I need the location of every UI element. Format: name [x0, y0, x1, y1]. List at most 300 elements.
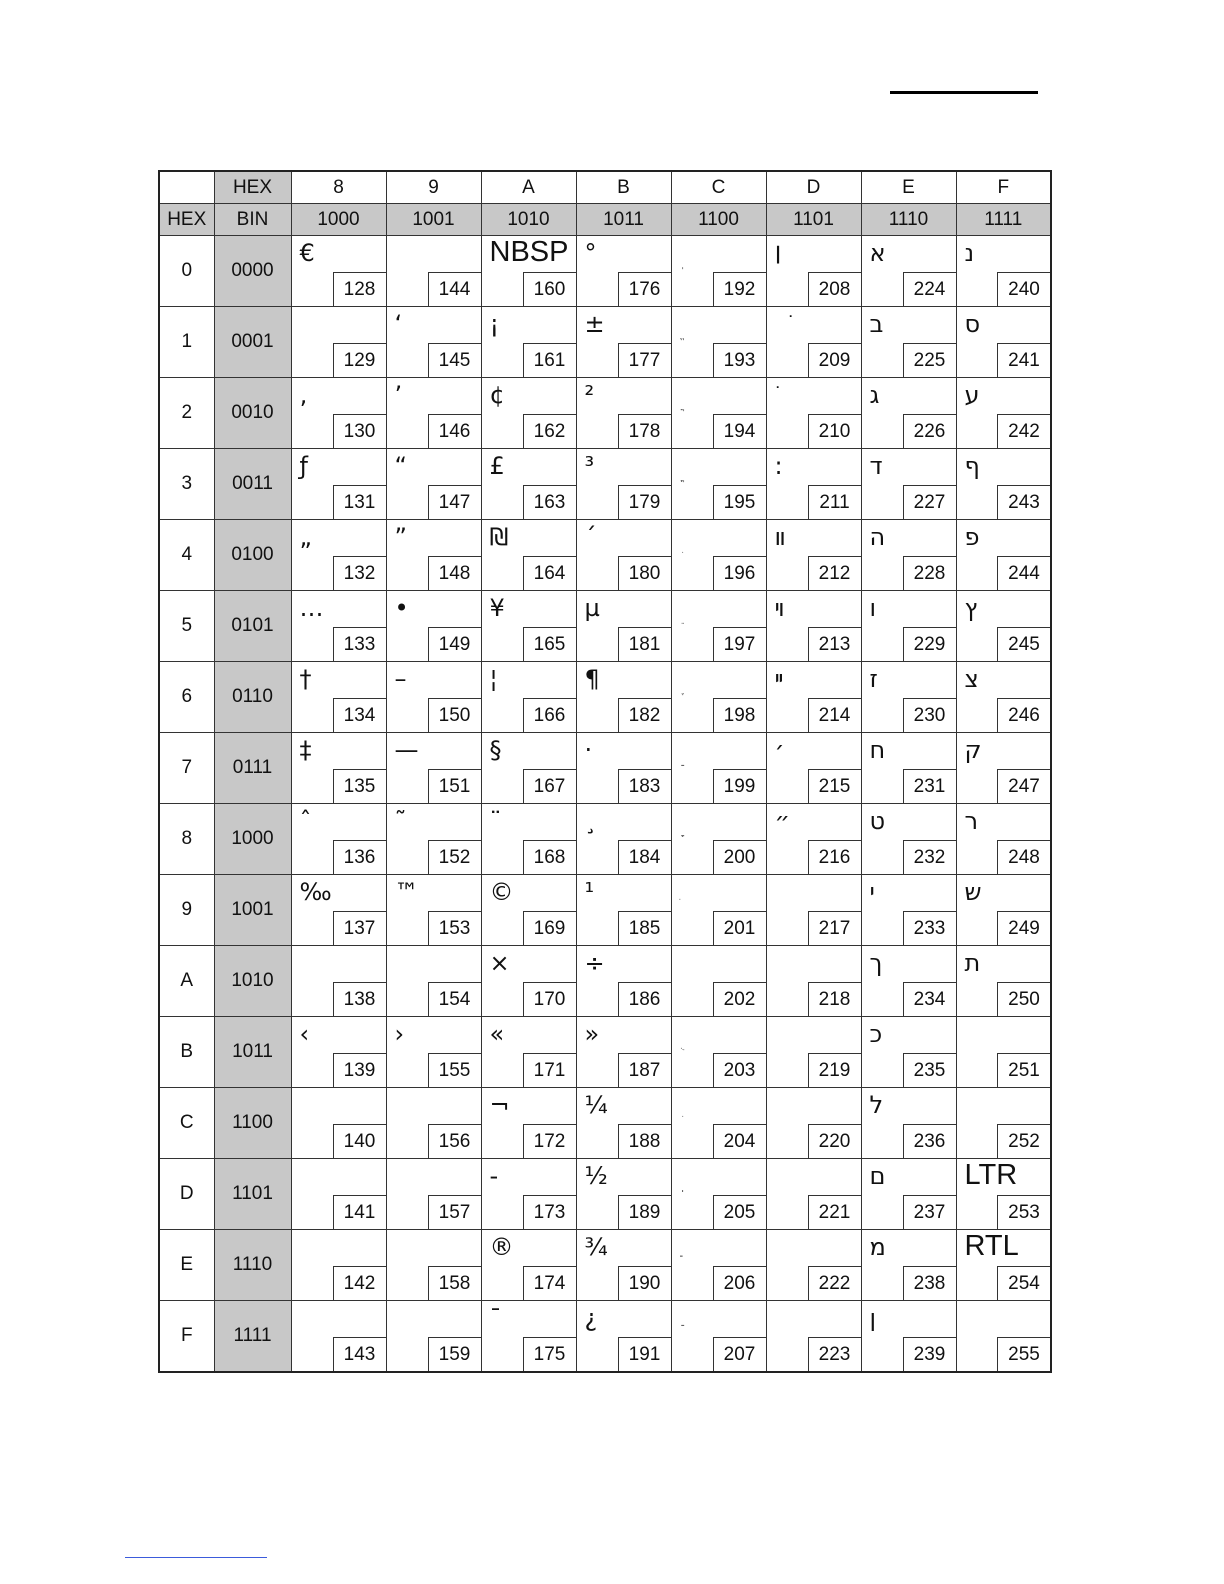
row-hex-label: B [159, 1017, 214, 1088]
table-row [159, 875, 1051, 946]
char-code-number: 133 [333, 627, 386, 661]
char-cell [291, 307, 386, 378]
char-cell [861, 236, 956, 307]
char-code-number: 140 [333, 1124, 386, 1158]
char-code-number: 209 [808, 343, 861, 377]
char-code-number: 251 [997, 1053, 1050, 1087]
char-code-number: 220 [808, 1124, 861, 1158]
char-code-number: 211 [808, 485, 861, 519]
row-bin-label: 0110 [214, 662, 291, 733]
char-cell [386, 1159, 481, 1230]
char-cell [861, 1088, 956, 1159]
char-cell [861, 307, 956, 378]
char-cell [576, 1017, 671, 1088]
char-cell [861, 378, 956, 449]
char-cell [671, 804, 766, 875]
char-glyph: ƒ [299, 452, 308, 480]
char-code-number: 170 [523, 982, 576, 1016]
char-code-number: 152 [428, 840, 481, 874]
char-code-number: 191 [618, 1337, 671, 1371]
char-glyph: ¡ [489, 310, 500, 338]
row-bin-label: 0010 [214, 378, 291, 449]
char-code-number: 134 [333, 698, 386, 732]
code-page-table [158, 170, 1052, 1373]
char-code-number: 208 [808, 272, 861, 306]
row-hex-axis-label: HEX [159, 204, 214, 236]
row-bin-label: 1110 [214, 1230, 291, 1301]
char-code-number: 216 [808, 840, 861, 874]
char-cell [861, 1230, 956, 1301]
char-glyph: › [394, 1020, 405, 1048]
char-code-number: 193 [713, 343, 766, 377]
char-code-number: 224 [903, 272, 956, 306]
char-code-number: 180 [618, 556, 671, 590]
char-glyph: µ [584, 594, 600, 622]
char-glyph: ™ [394, 878, 419, 906]
char-cell [766, 520, 861, 591]
char-glyph: ז [869, 665, 878, 693]
char-code-number: 156 [428, 1124, 481, 1158]
char-code-number: 219 [808, 1053, 861, 1087]
row-bin-label: 0100 [214, 520, 291, 591]
column-bin-label: 1011 [576, 204, 671, 236]
table-row [159, 662, 1051, 733]
char-glyph: ˜ [394, 807, 407, 835]
char-code-number: 174 [523, 1266, 576, 1300]
char-cell [291, 520, 386, 591]
char-cell [386, 1230, 481, 1301]
char-glyph: צ [964, 665, 979, 693]
char-glyph: ס [964, 310, 981, 338]
char-glyph: ם [869, 1162, 886, 1190]
char-code-number: 132 [333, 556, 386, 590]
char-code-number: 146 [428, 414, 481, 448]
char-cell [576, 875, 671, 946]
char-code-number: 234 [903, 982, 956, 1016]
char-cell [956, 1230, 1051, 1301]
row-bin-label: 1010 [214, 946, 291, 1017]
char-cell [956, 307, 1051, 378]
table-row [159, 236, 1051, 307]
char-code-number: 184 [618, 840, 671, 874]
char-cell [766, 378, 861, 449]
char-cell [481, 733, 576, 804]
char-cell [576, 733, 671, 804]
char-code-number: 194 [713, 414, 766, 448]
char-code-number: 255 [997, 1337, 1050, 1371]
char-glyph: ׳ [774, 736, 785, 764]
row-bin-label: 0000 [214, 236, 291, 307]
char-cell [766, 1230, 861, 1301]
char-code-number: 185 [618, 911, 671, 945]
char-glyph: € [299, 239, 315, 267]
char-cell [386, 236, 481, 307]
char-code-number: 203 [713, 1053, 766, 1087]
char-code-number: 242 [997, 414, 1050, 448]
char-code-number: 165 [523, 627, 576, 661]
char-glyph: כ [869, 1020, 883, 1048]
header-rule [890, 91, 1038, 94]
char-cell [576, 1301, 671, 1373]
table-row [159, 378, 1051, 449]
char-cell [671, 520, 766, 591]
char-cell [671, 946, 766, 1017]
row-bin-label: 1001 [214, 875, 291, 946]
char-cell [956, 662, 1051, 733]
bin-axis-label: BIN [214, 204, 291, 236]
row-bin-label: 0111 [214, 733, 291, 804]
char-code-number: 243 [997, 485, 1050, 519]
row-bin-label: 1100 [214, 1088, 291, 1159]
char-code-number: 201 [713, 911, 766, 945]
char-glyph: ¦ [489, 665, 498, 693]
char-glyph: : [774, 452, 783, 480]
char-code-number: 207 [713, 1337, 766, 1371]
char-code-number: 226 [903, 414, 956, 448]
char-cell [576, 236, 671, 307]
char-cell [956, 378, 1051, 449]
char-code-number: 178 [618, 414, 671, 448]
char-cell [861, 1159, 956, 1230]
char-glyph: ש [964, 878, 982, 906]
char-glyph: ¾ [584, 1233, 608, 1261]
row-hex-label: F [159, 1301, 214, 1373]
corner-cell [159, 171, 214, 204]
row-hex-label: 0 [159, 236, 214, 307]
char-glyph: ע [964, 381, 980, 409]
char-code-number: 214 [808, 698, 861, 732]
char-code-number: 253 [997, 1195, 1050, 1229]
char-glyph: ״ [774, 807, 790, 835]
char-code-number: 210 [808, 414, 861, 448]
char-cell [386, 804, 481, 875]
char-cell [481, 1017, 576, 1088]
char-cell [861, 591, 956, 662]
char-cell [766, 875, 861, 946]
char-glyph: ¥ [489, 594, 505, 622]
char-cell [766, 1301, 861, 1373]
char-code-number: 168 [523, 840, 576, 874]
char-cell [956, 236, 1051, 307]
char-cell [576, 1088, 671, 1159]
char-cell [386, 1017, 481, 1088]
char-glyph: א [869, 239, 886, 267]
char-code-number: 196 [713, 556, 766, 590]
char-cell [671, 875, 766, 946]
char-glyph: ± [584, 310, 605, 338]
char-cell [576, 591, 671, 662]
char-code-number: 131 [333, 485, 386, 519]
char-cell [861, 733, 956, 804]
table-row [159, 307, 1051, 378]
char-cell [576, 307, 671, 378]
char-code-number: 215 [808, 769, 861, 803]
char-cell [671, 733, 766, 804]
char-cell [671, 1088, 766, 1159]
row-bin-label: 1101 [214, 1159, 291, 1230]
char-code-number: 142 [333, 1266, 386, 1300]
char-cell [766, 1159, 861, 1230]
char-glyph: ¿ [584, 1304, 598, 1332]
char-glyph: פ [964, 523, 980, 551]
char-cell [861, 449, 956, 520]
char-code-number: 182 [618, 698, 671, 732]
char-code-number: 161 [523, 343, 576, 377]
char-code-number: 250 [997, 982, 1050, 1016]
column-bin-label: 1101 [766, 204, 861, 236]
char-code-number: 179 [618, 485, 671, 519]
char-code-number: 200 [713, 840, 766, 874]
char-code-number: 137 [333, 911, 386, 945]
char-glyph: – [394, 665, 407, 693]
column-hex-label: 8 [291, 171, 386, 204]
hex-header-row [159, 171, 1051, 204]
column-hex-label: C [671, 171, 766, 204]
char-code-number: 155 [428, 1053, 481, 1087]
table-row [159, 804, 1051, 875]
char-cell [291, 1017, 386, 1088]
char-glyph: ´ [584, 523, 597, 551]
char-cell [576, 520, 671, 591]
char-code-number: 228 [903, 556, 956, 590]
char-glyph: § [489, 736, 502, 764]
row-bin-label: 1111 [214, 1301, 291, 1373]
char-cell [861, 804, 956, 875]
char-code-number: 197 [713, 627, 766, 661]
column-hex-label: 9 [386, 171, 481, 204]
table-row [159, 449, 1051, 520]
char-code-number: 223 [808, 1337, 861, 1371]
char-cell [861, 1017, 956, 1088]
char-code-number: 190 [618, 1266, 671, 1300]
char-glyph: ₪ [489, 523, 509, 551]
char-cell [766, 733, 861, 804]
char-code-number: 249 [997, 911, 1050, 945]
char-glyph: ר [964, 807, 979, 835]
char-code-number: 130 [333, 414, 386, 448]
char-cell [386, 662, 481, 733]
char-cell [956, 1017, 1051, 1088]
char-code-number: 192 [713, 272, 766, 306]
char-cell [386, 307, 481, 378]
char-cell [291, 378, 386, 449]
char-cell [576, 1230, 671, 1301]
char-glyph: ” [394, 523, 407, 551]
char-glyph: “ [394, 452, 407, 480]
char-glyph: ל [869, 1091, 884, 1119]
row-hex-label: D [159, 1159, 214, 1230]
column-bin-label: 1100 [671, 204, 766, 236]
char-cell [481, 236, 576, 307]
char-glyph: ן [869, 1304, 877, 1332]
char-cell [481, 378, 576, 449]
char-glyph: ¬ [489, 1091, 510, 1119]
char-cell [386, 520, 481, 591]
char-glyph: ץ [964, 594, 978, 622]
char-code-number: 240 [997, 272, 1050, 306]
char-glyph: מ [869, 1233, 886, 1261]
char-cell [386, 875, 481, 946]
char-code-number: 153 [428, 911, 481, 945]
char-glyph: ‡ [299, 736, 312, 764]
char-code-number: 218 [808, 982, 861, 1016]
char-cell [956, 1301, 1051, 1373]
table-body [159, 171, 1051, 1372]
char-glyph: » [584, 1020, 600, 1048]
char-cell [481, 662, 576, 733]
char-glyph: ³ [584, 452, 595, 480]
char-glyph: ¼ [584, 1091, 608, 1119]
char-cell [481, 1088, 576, 1159]
char-code-number: 204 [713, 1124, 766, 1158]
char-code-number: 154 [428, 982, 481, 1016]
char-code-number: 254 [997, 1266, 1050, 1300]
char-glyph: י [869, 878, 875, 906]
char-code-number: 128 [333, 272, 386, 306]
char-code-number: 189 [618, 1195, 671, 1229]
char-cell [671, 449, 766, 520]
char-code-number: 169 [523, 911, 576, 945]
char-code-number: 188 [618, 1124, 671, 1158]
char-glyph: £ [489, 452, 505, 480]
char-glyph: ך [869, 949, 883, 977]
char-glyph: … [299, 594, 324, 622]
char-cell [671, 662, 766, 733]
char-glyph: ‹ [299, 1020, 310, 1048]
char-cell [291, 1301, 386, 1373]
char-code-number: 166 [523, 698, 576, 732]
char-glyph: ¸ [584, 807, 597, 835]
char-cell [481, 875, 576, 946]
column-bin-label: 1001 [386, 204, 481, 236]
row-bin-label: 0101 [214, 591, 291, 662]
table-row [159, 591, 1051, 662]
char-code-number: 148 [428, 556, 481, 590]
char-code-number: 231 [903, 769, 956, 803]
column-hex-label: A [481, 171, 576, 204]
table-row [159, 1088, 1051, 1159]
char-glyph: „ [299, 523, 312, 551]
char-code-number: 138 [333, 982, 386, 1016]
row-bin-label: 1011 [214, 1017, 291, 1088]
char-glyph: ¯ [489, 1304, 502, 1332]
char-code-number: 145 [428, 343, 481, 377]
char-glyph: ײ [774, 665, 783, 693]
char-glyph: ½ [584, 1162, 608, 1190]
char-code-number: 212 [808, 556, 861, 590]
char-code-number: 160 [523, 272, 576, 306]
char-code-number: 205 [713, 1195, 766, 1229]
char-code-number: 206 [713, 1266, 766, 1300]
char-code-number: 244 [997, 556, 1050, 590]
char-code-number: 227 [903, 485, 956, 519]
char-code-number: 222 [808, 1266, 861, 1300]
char-glyph: ² [584, 381, 595, 409]
row-bin-label: 1000 [214, 804, 291, 875]
char-cell [861, 1301, 956, 1373]
char-cell [386, 733, 481, 804]
row-hex-label: 8 [159, 804, 214, 875]
char-cell [291, 449, 386, 520]
row-hex-label: 7 [159, 733, 214, 804]
char-cell [481, 307, 576, 378]
char-cell [291, 875, 386, 946]
column-bin-label: 1010 [481, 204, 576, 236]
char-code-number: 159 [428, 1337, 481, 1371]
char-glyph: ף [964, 452, 980, 480]
char-code-number: 175 [523, 1337, 576, 1371]
char-cell [481, 449, 576, 520]
char-glyph: « [489, 1020, 505, 1048]
column-hex-label: D [766, 171, 861, 204]
char-cell [481, 591, 576, 662]
char-cell [386, 946, 481, 1017]
column-hex-label: F [956, 171, 1051, 204]
column-bin-label: 1000 [291, 204, 386, 236]
row-hex-label: 5 [159, 591, 214, 662]
char-cell [576, 946, 671, 1017]
row-hex-label: 2 [159, 378, 214, 449]
char-glyph: ˆ [299, 807, 312, 835]
char-cell [481, 1301, 576, 1373]
char-cell [766, 236, 861, 307]
hex-axis-label: HEX [214, 171, 291, 204]
row-bin-label: 0001 [214, 307, 291, 378]
char-cell [671, 1301, 766, 1373]
char-cell [766, 946, 861, 1017]
char-cell [576, 1159, 671, 1230]
char-cell [861, 946, 956, 1017]
char-glyph: † [299, 665, 312, 693]
char-cell [956, 946, 1051, 1017]
char-cell [766, 449, 861, 520]
char-code-number: 236 [903, 1124, 956, 1158]
char-glyph: · [584, 736, 593, 764]
char-glyph: ‰ [299, 878, 332, 906]
char-cell [956, 449, 1051, 520]
char-cell [291, 1159, 386, 1230]
char-code-number: 247 [997, 769, 1050, 803]
char-code-number: 198 [713, 698, 766, 732]
char-cell [386, 1088, 481, 1159]
row-hex-label: 1 [159, 307, 214, 378]
char-cell [671, 236, 766, 307]
table-row [159, 1159, 1051, 1230]
char-code-number: 167 [523, 769, 576, 803]
char-cell [386, 1301, 481, 1373]
char-glyph: ד [869, 452, 883, 480]
char-glyph: ח [869, 736, 886, 764]
char-code-number: 245 [997, 627, 1050, 661]
char-code-number: 187 [618, 1053, 671, 1087]
table-row [159, 946, 1051, 1017]
bin-header-row [159, 204, 1051, 236]
char-cell [291, 1088, 386, 1159]
char-code-number: 171 [523, 1053, 576, 1087]
char-glyph: - [489, 1162, 499, 1190]
row-hex-label: C [159, 1088, 214, 1159]
char-cell [671, 307, 766, 378]
char-cell [671, 1159, 766, 1230]
char-cell [291, 946, 386, 1017]
char-cell [766, 1017, 861, 1088]
char-code-number: 230 [903, 698, 956, 732]
row-hex-label: E [159, 1230, 214, 1301]
char-glyph: ט [869, 807, 886, 835]
char-code-number: 183 [618, 769, 671, 803]
char-code-number: 158 [428, 1266, 481, 1300]
char-cell [956, 1159, 1051, 1230]
